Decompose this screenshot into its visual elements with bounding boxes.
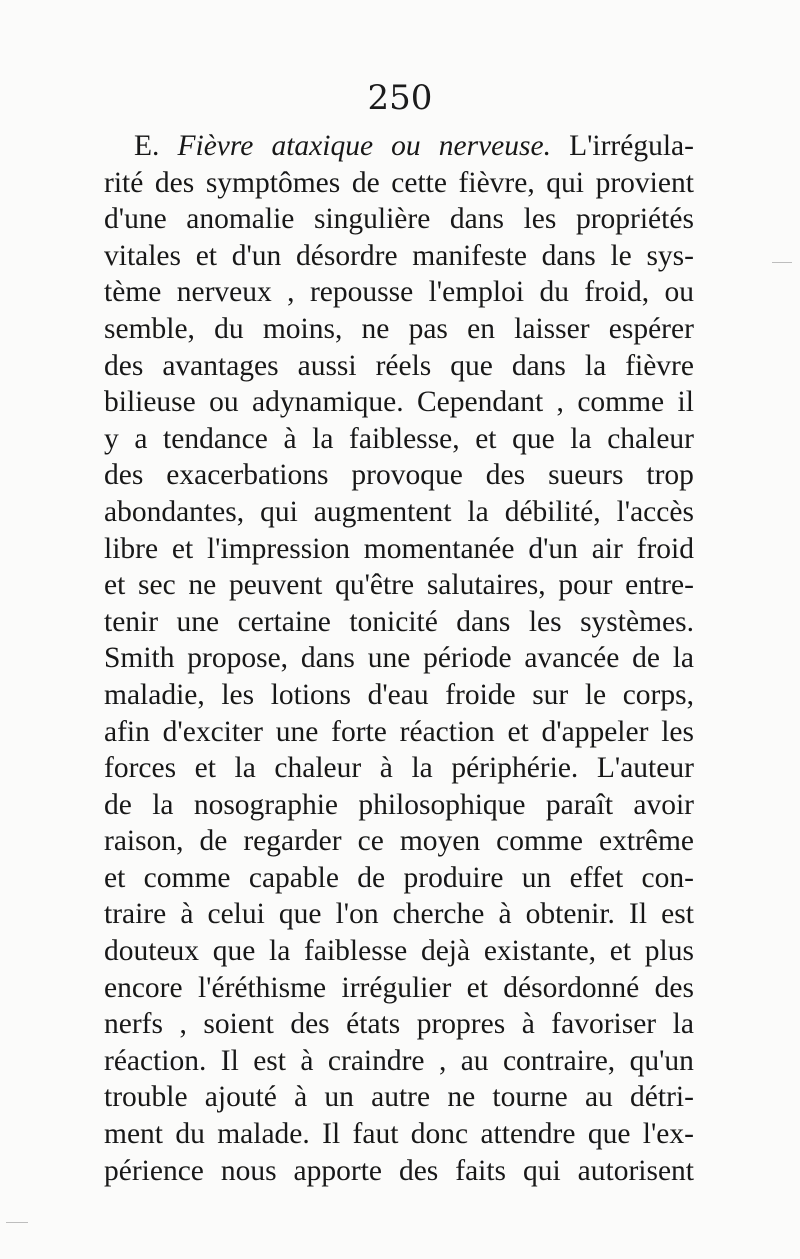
text-line: vitales et d'un désordre manifeste dans le sys- (104, 239, 694, 272)
text-line: et comme capable de produire un effet con- (104, 861, 694, 894)
body-text (104, 128, 694, 1189)
text-line: raison, de regarder ce moyen comme extrême (104, 825, 694, 858)
text-line: d'une anomalie singulière dans les propriétés (104, 203, 694, 236)
text-line: libre et l'impression momentanée d'un air froid (104, 532, 694, 565)
text-line: encore l'éréthisme irrégulier et désordonné des (104, 971, 694, 1004)
text-line: périence nous apporte des faits qui autorisent (104, 1154, 694, 1187)
text-line: Smith propose, dans une période avancée de la (104, 642, 694, 675)
text-line: afin d'exciter une forte réaction et d'appeler les (104, 715, 694, 748)
text-line: trouble ajouté à un autre ne tourne au détri- (104, 1081, 694, 1114)
text-line: des avantages aussi réels que dans la fièvre (104, 349, 694, 382)
text-line: E. Fièvre ataxique ou nerveuse. L'irrégula- (134, 130, 694, 162)
text-line: et sec ne peuvent qu'être salutaires, pour entre- (104, 569, 694, 602)
text-line: ment du malade. Il faut donc attendre que l'ex- (104, 1118, 694, 1151)
text-line: forces et la chaleur à la périphérie. L'auteur (104, 752, 694, 785)
text-line: rité des symptômes de cette fièvre, qui provient (104, 166, 694, 199)
text-line: abondantes, qui augmentent la débilité, l'accès (104, 495, 694, 528)
text-line: réaction. Il est à craindre , au contraire, qu'un (104, 1044, 694, 1077)
text-line: traire à celui que l'on cherche à obtenir. Il est (104, 898, 694, 931)
margin-mark (772, 262, 792, 263)
text-line: nerfs , soient des états propres à favoriser la (104, 1008, 694, 1041)
text-line: des exacerbations provoque des sueurs trop (104, 459, 694, 492)
margin-mark (6, 1222, 28, 1223)
text-line: semble, du moins, ne pas en laisser espérer (104, 312, 694, 345)
text-line: maladie, les lotions d'eau froide sur le corps, (104, 678, 694, 711)
text-line: y a tendance à la faiblesse, et que la chaleur (104, 422, 694, 455)
page-number: 250 (367, 78, 433, 118)
text-line: de la nosographie philosophique paraît avoir (104, 788, 694, 821)
text-line: tème nerveux , repousse l'emploi du froid, ou (104, 276, 694, 309)
text-line: douteux que la faiblesse dejà existante, et plus (104, 935, 694, 968)
text-line: tenir une certaine tonicité dans les systèmes. (104, 605, 694, 638)
text-line: bilieuse ou adynamique. Cependant , comme il (104, 386, 694, 419)
